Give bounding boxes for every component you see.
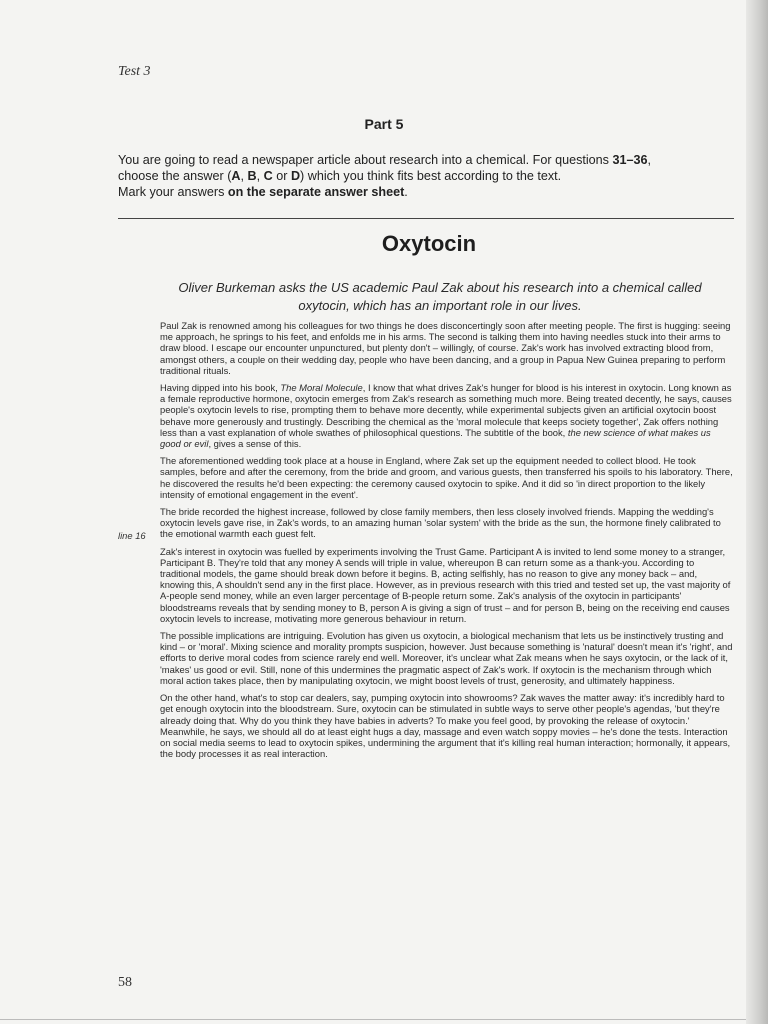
instructions-text: or <box>272 169 291 183</box>
instructions-line-2 <box>118 168 738 184</box>
article-paragraph-1: Paul Zak is renowned among his colleagues for two things he does disconcertingly soon after meeting people. The first is hugging: seeing me approach, he springs to his feet, and enfolds me in his arms. The second is talking them into having needles stuck into their arms to draw blood. I escape our encounter unpunctured, but plenty don't – willingly, of course. Zak's work has involved extracting blood from, amongst others, a couple on their wedding day, people who have been dancing, and a group in Papua New Guinea preparing to perform traditional rituals. <box>160 320 731 376</box>
paragraph-text: Having dipped into his book, <box>160 382 281 394</box>
instructions-text: , <box>240 169 248 183</box>
article-paragraph-7: On the other hand, what's to stop car dealers, say, pumping oxytocin into showrooms? Zak waves the matter away: it's incredibly hard to get enough oxytocin into the bloodstream. Sure, oxytocin can be stimulated in subtle ways to serve other people's agendas, 'but they're already doing that. Why do you think they have babies in adverts? To make you feel good, by provoking the release of oxytocin.' Meanwhile, he says, we should all do at least eight hugs a day, massage and even watch soppy movies – he's done the tests. Interaction on social media seems to lead to oxytocin spikes, undermining the argument that it's killing real human interaction; hormonally, it appears, the body processes it as real interaction. <box>160 692 731 760</box>
part-heading: Part 5 <box>364 116 404 132</box>
divider-rule <box>118 218 734 219</box>
bottom-edge <box>0 1019 746 1020</box>
article-body <box>160 320 734 765</box>
instructions-text: ) which you think fits best according to the text. <box>300 169 562 183</box>
instructions-text: . <box>404 185 408 199</box>
instructions-text: You are going to read a newspaper article about research into a chemical. For questions <box>118 153 613 167</box>
article-paragraph-4: The bride recorded the highest increase, followed by close family members, then less closely involved friends. Mapping the wedding's oxytocin levels gave rise, in Zak's words, to an amazing human 'solar system' with the bride as the sun, the hormone finely calibrated to the emotional warmth each guest felt. <box>160 506 721 540</box>
instructions-line-3 <box>118 184 738 200</box>
test-label: Test 3 <box>118 64 151 79</box>
option-b: B <box>247 169 257 183</box>
option-d: D <box>290 169 301 183</box>
page-edge-shadow <box>746 0 768 1024</box>
option-c: C <box>263 169 273 183</box>
line-marker: line 16 <box>118 530 146 541</box>
page-number: 58 <box>118 975 132 990</box>
question-range: 31–36 <box>612 153 648 167</box>
article-paragraph-3: The aforementioned wedding took place at a house in England, where Zak set up the equipment needed to collect blood. He took samples, before and after the ceremony, from the bride and groom, and various guests, then transferred his spoils to his laboratory. There, he discovered the results he'd been expecting: the ceremony caused oxytocin to spike. And it did so 'in direct proportion to the likely intensity of emotional engagement in the event'. <box>160 455 733 500</box>
instructions-text: , <box>647 153 652 167</box>
article-title: Oxytocin <box>381 231 477 256</box>
book-title: The Moral Molecule <box>280 382 363 394</box>
article-paragraph-6: The possible implications are intriguing. Evolution has given us oxytocin, a biological mechanism that lets us be instinctively trusting and kind – or 'moral'. Mixing science and morality prompts suspicion, however. Just because something is 'natural' doesn't mean it's 'right', and efforts to derive moral codes from science rarely end well. Moreover, it's unclear what Zak means when he says oxytocin, or the lack of it, 'makes' us good or evil. Still, none of this undermines the pragmatic aspect of Zak's work. If oxytocin is the mechanism through which moral action takes place, then by manipulating oxytocin, we might boost levels of trust, generosity, and ultimately happiness. <box>160 630 733 686</box>
instructions <box>118 152 738 200</box>
article-paragraph-5: Zak's interest in oxytocin was fuelled by experiments involving the Trust Game. Participant A is invited to lend some money to a stranger, Participant B. They're told that any money A sends will triple in value, whereupon B can return some as a thank-you. According to traditional models, the game should break down before it begins. B, acting selfishly, has no reason to give any money back – and, knowing this, A shouldn't send any in the first place. However, as in previous research with this tried and tested set up, the vast majority of A-people send money, while an even larger percentage of B-people return some. Zak's analysis of the oxytocin in participants' bloodstreams reveals that by sending money to B, person A is giving a sign of trust – and for person B, being on the receiving end causes oxytocin levels to increase, motivating more generous behaviour in return. <box>160 545 731 624</box>
instructions-text: , <box>256 169 264 183</box>
instructions-line-1 <box>118 152 738 168</box>
instructions-text: Mark your answers <box>118 185 228 199</box>
paragraph-text: , gives a sense of this. <box>208 438 302 450</box>
instructions-text: choose the answer ( <box>118 169 232 183</box>
paragraph-text: , I know that what drives Zak's hunger for blood is his interest in oxytocin. Long known as a female reproductive hormone, oxytocin emerges from Zak's research as something much more. Being treated decently, he says, causes people's oxytocin levels to rise, prompting them to behave more decently, while experimental subjects given an artificial oxytocin boost behave more generously and trustingly. Describing the chemical as the 'moral molecule that keeps society together', Zak offers nothing less than a vast explanation of whole swathes of philosophical questions. The subtitle of the book, <box>160 382 732 438</box>
answer-sheet-emphasis: on the separate answer sheet <box>227 185 405 199</box>
article-paragraph-2 <box>160 382 734 449</box>
article-standfirst: Oliver Burkeman asks the US academic Paul Zak about his research into a chemical called oxytocin, which has an important role in our lives. <box>178 280 702 313</box>
option-a: A <box>231 169 241 183</box>
book-subtitle: the new science of what makes us good or evil <box>160 426 711 450</box>
